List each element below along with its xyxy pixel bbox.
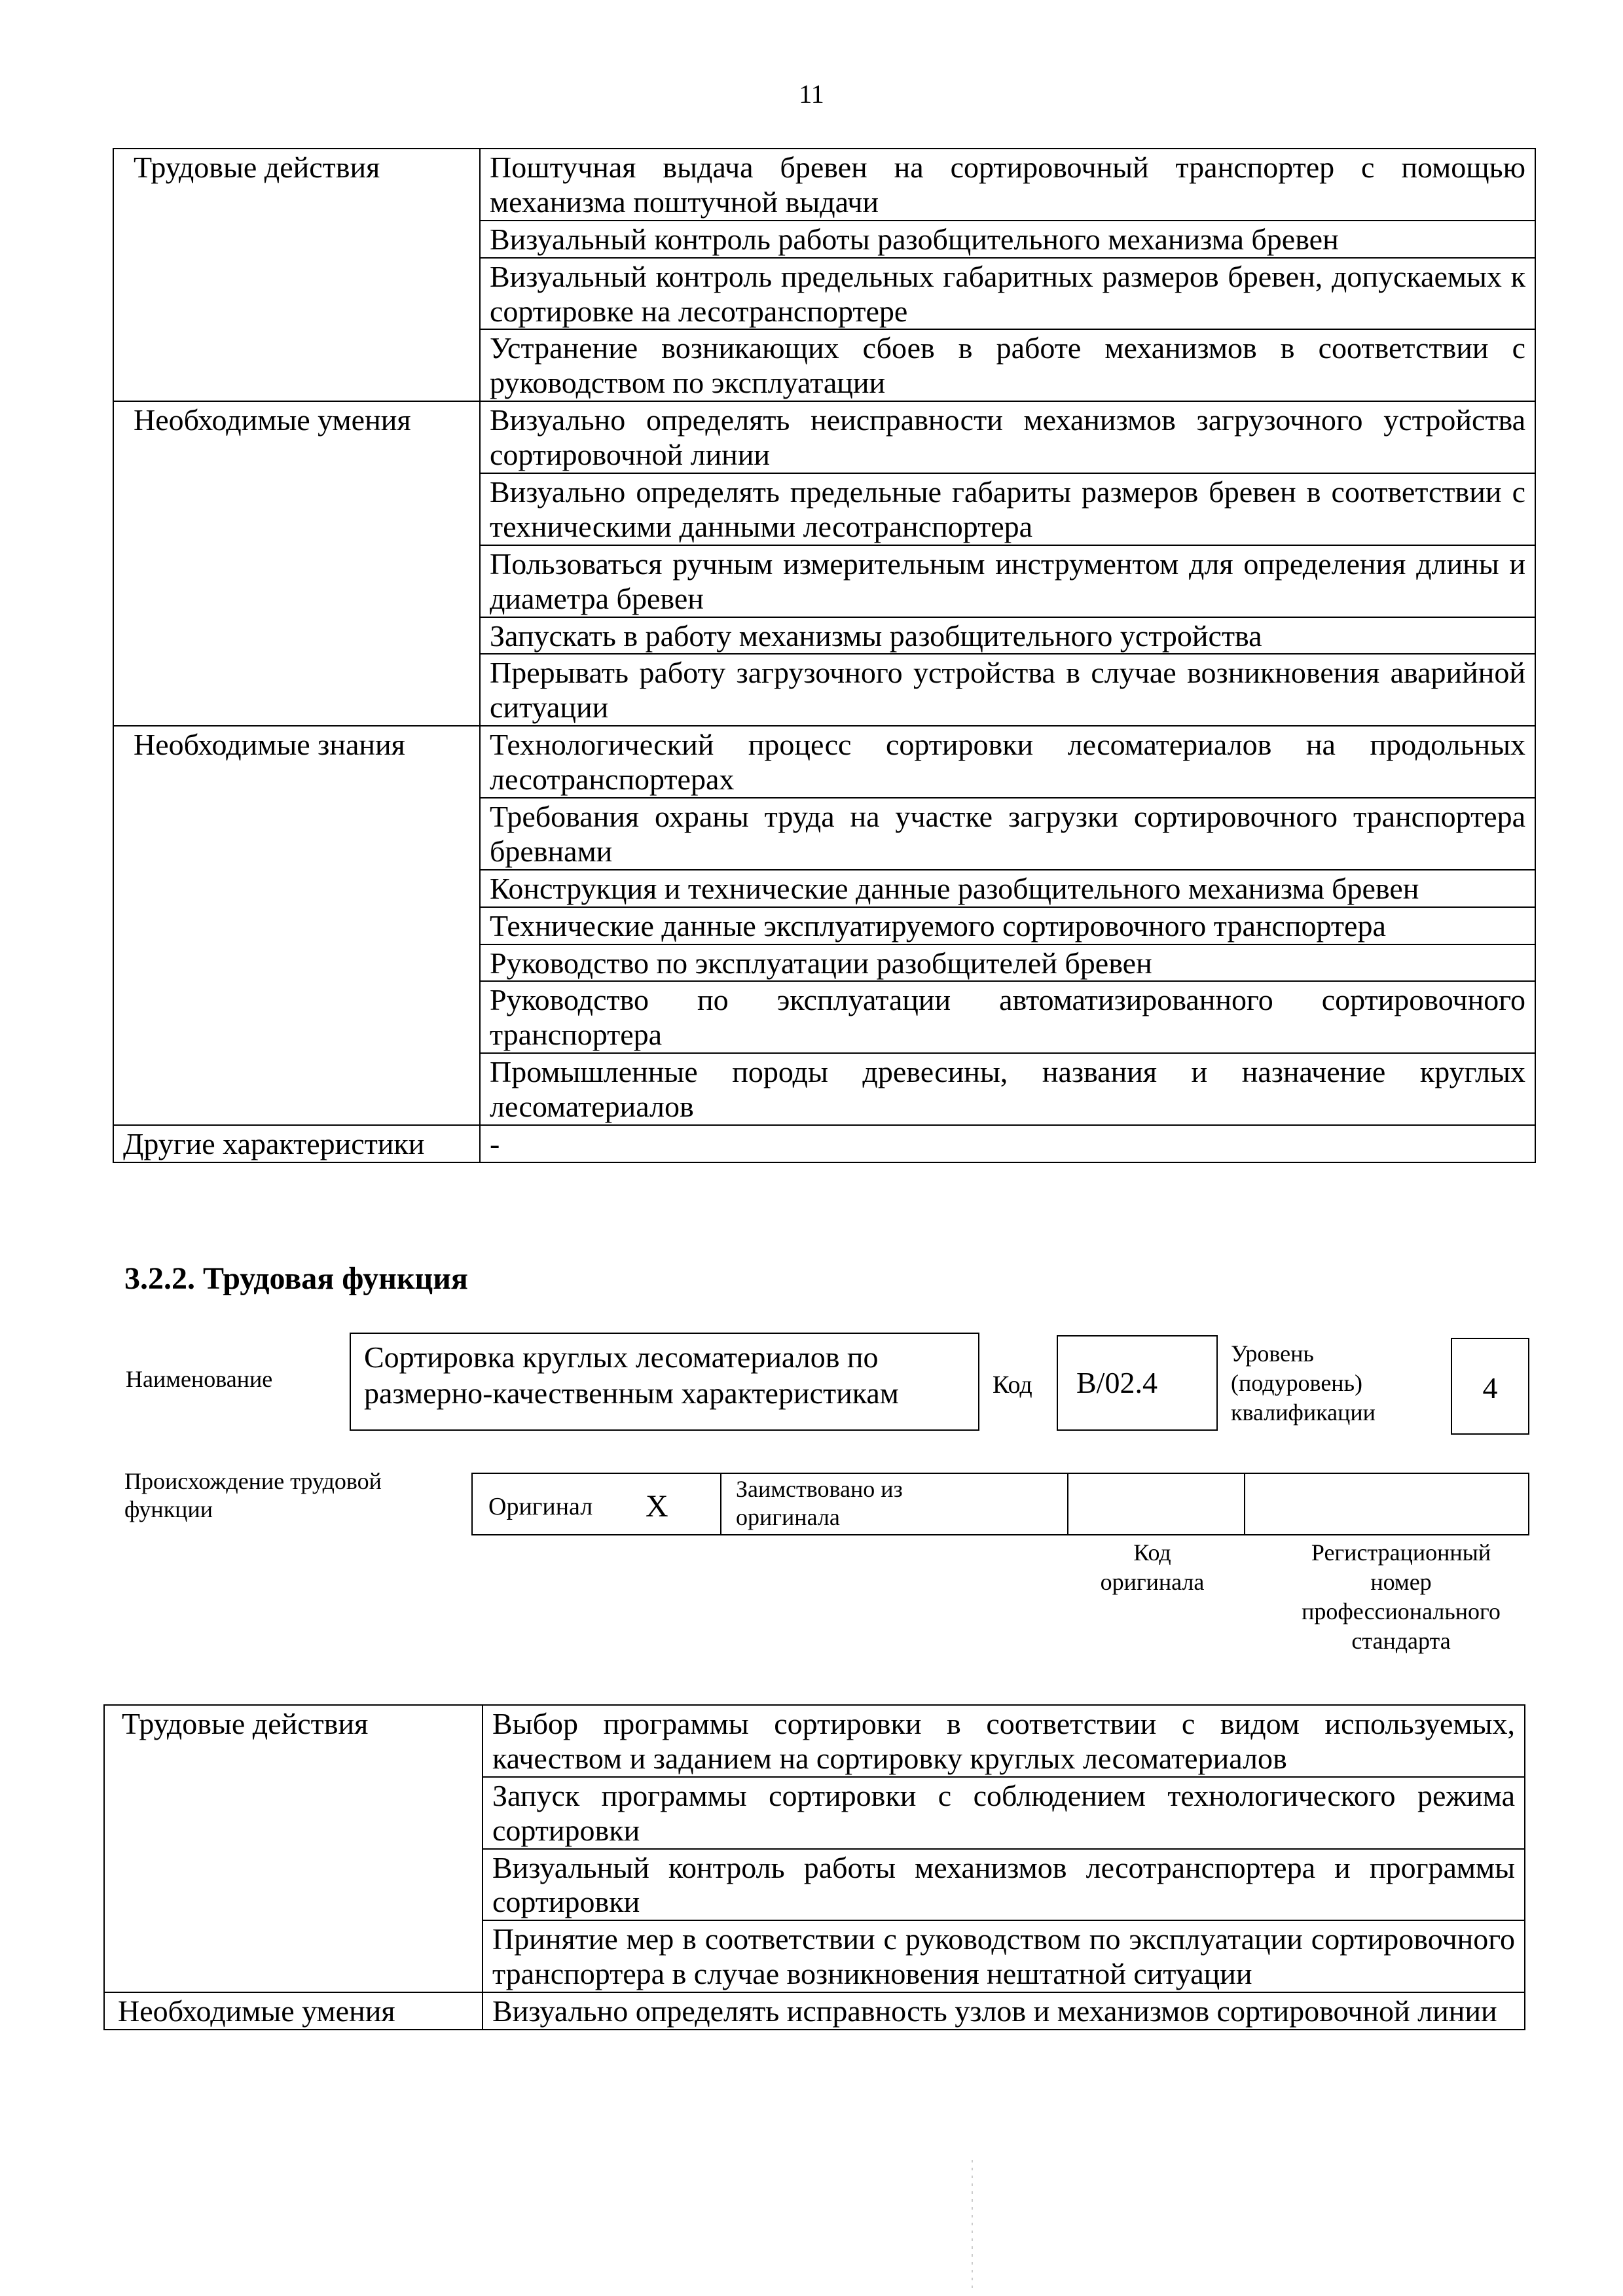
table-cell: Визуально определять предельные габариты размеров бревен в соответствии с техническими данными лесотранспортера xyxy=(480,473,1535,545)
borrowed-label xyxy=(736,1475,903,1532)
original-label: Оригинал xyxy=(488,1493,593,1520)
table-cell: Визуальный контроль предельных габаритных размеров бревен, допускаемых к сортировке на лесотранспортере xyxy=(480,258,1535,330)
table-cell: Запуск программы сортировки с соблюдением технологического режима сортировки xyxy=(483,1777,1525,1849)
table-cell: Устранение возникающих сбоев в работе механизмов в соответствии с руководством по эксплуатации xyxy=(480,329,1535,401)
labor-function-table-1 xyxy=(113,148,1536,1163)
table-row xyxy=(113,149,1535,221)
registration-number-cell xyxy=(1245,1474,1528,1534)
row-label: Необходимые знания xyxy=(113,726,480,1125)
scan-artifact-line xyxy=(972,2160,973,2291)
caption-line: Код xyxy=(1133,1539,1171,1566)
caption-line: стандарта xyxy=(1351,1628,1451,1654)
original-code-caption xyxy=(1087,1538,1218,1597)
table-cell: - xyxy=(480,1125,1535,1162)
table-cell: Конструкция и технические данные разобщительного механизма бревен xyxy=(480,870,1535,907)
caption-line: профессионального xyxy=(1302,1598,1501,1624)
row-label: Трудовые действия xyxy=(113,149,480,401)
registration-number-caption xyxy=(1264,1538,1539,1656)
row-label: Необходимые умения xyxy=(113,401,480,726)
table-cell: Технологический процесс сортировки лесоматериалов на продольных лесотранспортерах xyxy=(480,726,1535,798)
table-row xyxy=(113,401,1535,473)
borrowed-cell xyxy=(721,1474,1068,1534)
table-cell: Пользоваться ручным измерительным инструментом для определения длины и диаметра бревен xyxy=(480,545,1535,617)
level-label-line: квалификации xyxy=(1231,1399,1376,1426)
table-cell: Визуально определять неисправности механизмов загрузочного устройства сортировочной линии xyxy=(480,401,1535,473)
table-cell: Технические данные эксплуатируемого сортировочного транспортера xyxy=(480,907,1535,944)
row-label: Другие характеристики xyxy=(113,1125,480,1162)
caption-line: оригинала xyxy=(1100,1569,1205,1595)
table-cell: Запускать в работу механизмы разобщительного устройства xyxy=(480,617,1535,655)
caption-line: номер xyxy=(1370,1569,1432,1595)
origin-label xyxy=(124,1467,382,1524)
level-label-line: Уровень xyxy=(1231,1340,1314,1367)
code-label: Код xyxy=(993,1371,1032,1399)
table-row xyxy=(113,1125,1535,1162)
page-number: 11 xyxy=(799,79,824,109)
original-cell xyxy=(473,1474,721,1534)
table-cell: Прерывать работу загрузочного устройства в случае возникновения аварийной ситуации xyxy=(480,654,1535,726)
table-cell: Принятие мер в соответствии с руководством по эксплуатации сортировочного транспортера в случае возникновения нештатной ситуации xyxy=(483,1920,1525,1992)
borrowed-label-line: оригинала xyxy=(736,1504,840,1531)
row-label: Трудовые действия xyxy=(104,1705,483,1992)
origin-row xyxy=(471,1473,1529,1535)
function-code-box: B/02.4 xyxy=(1057,1335,1218,1431)
caption-line: Регистрационный xyxy=(1311,1539,1491,1566)
original-code-cell xyxy=(1068,1474,1245,1534)
row-label: Необходимые умения xyxy=(104,1992,483,2030)
table-cell: Требования охраны труда на участке загрузки сортировочного транспортера бревнами xyxy=(480,798,1535,870)
table-cell: Выбор программы сортировки в соответствии с видом используемых, качеством и заданием на сортировку круглых лесоматериалов xyxy=(483,1705,1525,1777)
level-label xyxy=(1231,1339,1376,1427)
original-mark: X xyxy=(646,1489,668,1524)
table-cell: Поштучная выдача бревен на сортировочный транспортер с помощью механизма поштучной выдачи xyxy=(480,149,1535,221)
table-row xyxy=(113,726,1535,798)
table-cell: Руководство по эксплуатации разобщителей бревен xyxy=(480,944,1535,982)
table-cell: Визуально определять исправность узлов и механизмов сортировочной линии xyxy=(483,1992,1525,2030)
origin-label-line: функции xyxy=(124,1496,213,1523)
table-cell: Руководство по эксплуатации автоматизированного сортировочного транспортера xyxy=(480,981,1535,1053)
function-name-box: Сортировка круглых лесоматериалов по размерно-качественным характеристикам xyxy=(350,1333,979,1431)
table-cell: Визуальный контроль работы разобщительного механизма бревен xyxy=(480,221,1535,258)
labor-function-table-2 xyxy=(103,1704,1525,2030)
qualification-level-box: 4 xyxy=(1451,1338,1529,1435)
origin-label-line: Происхождение трудовой xyxy=(124,1468,382,1494)
table-row xyxy=(104,1705,1525,1777)
level-label-line: (подуровень) xyxy=(1231,1370,1362,1396)
table-cell: Визуальный контроль работы механизмов лесотранспортера и программы сортировки xyxy=(483,1849,1525,1921)
section-title: 3.2.2. Трудовая функция xyxy=(124,1261,468,1296)
name-label: Наименование xyxy=(126,1366,273,1392)
table-row xyxy=(104,1992,1525,2030)
table-cell: Промышленные породы древесины, названия и назначение круглых лесоматериалов xyxy=(480,1053,1535,1125)
borrowed-label-line: Заимствовано из xyxy=(736,1476,903,1502)
